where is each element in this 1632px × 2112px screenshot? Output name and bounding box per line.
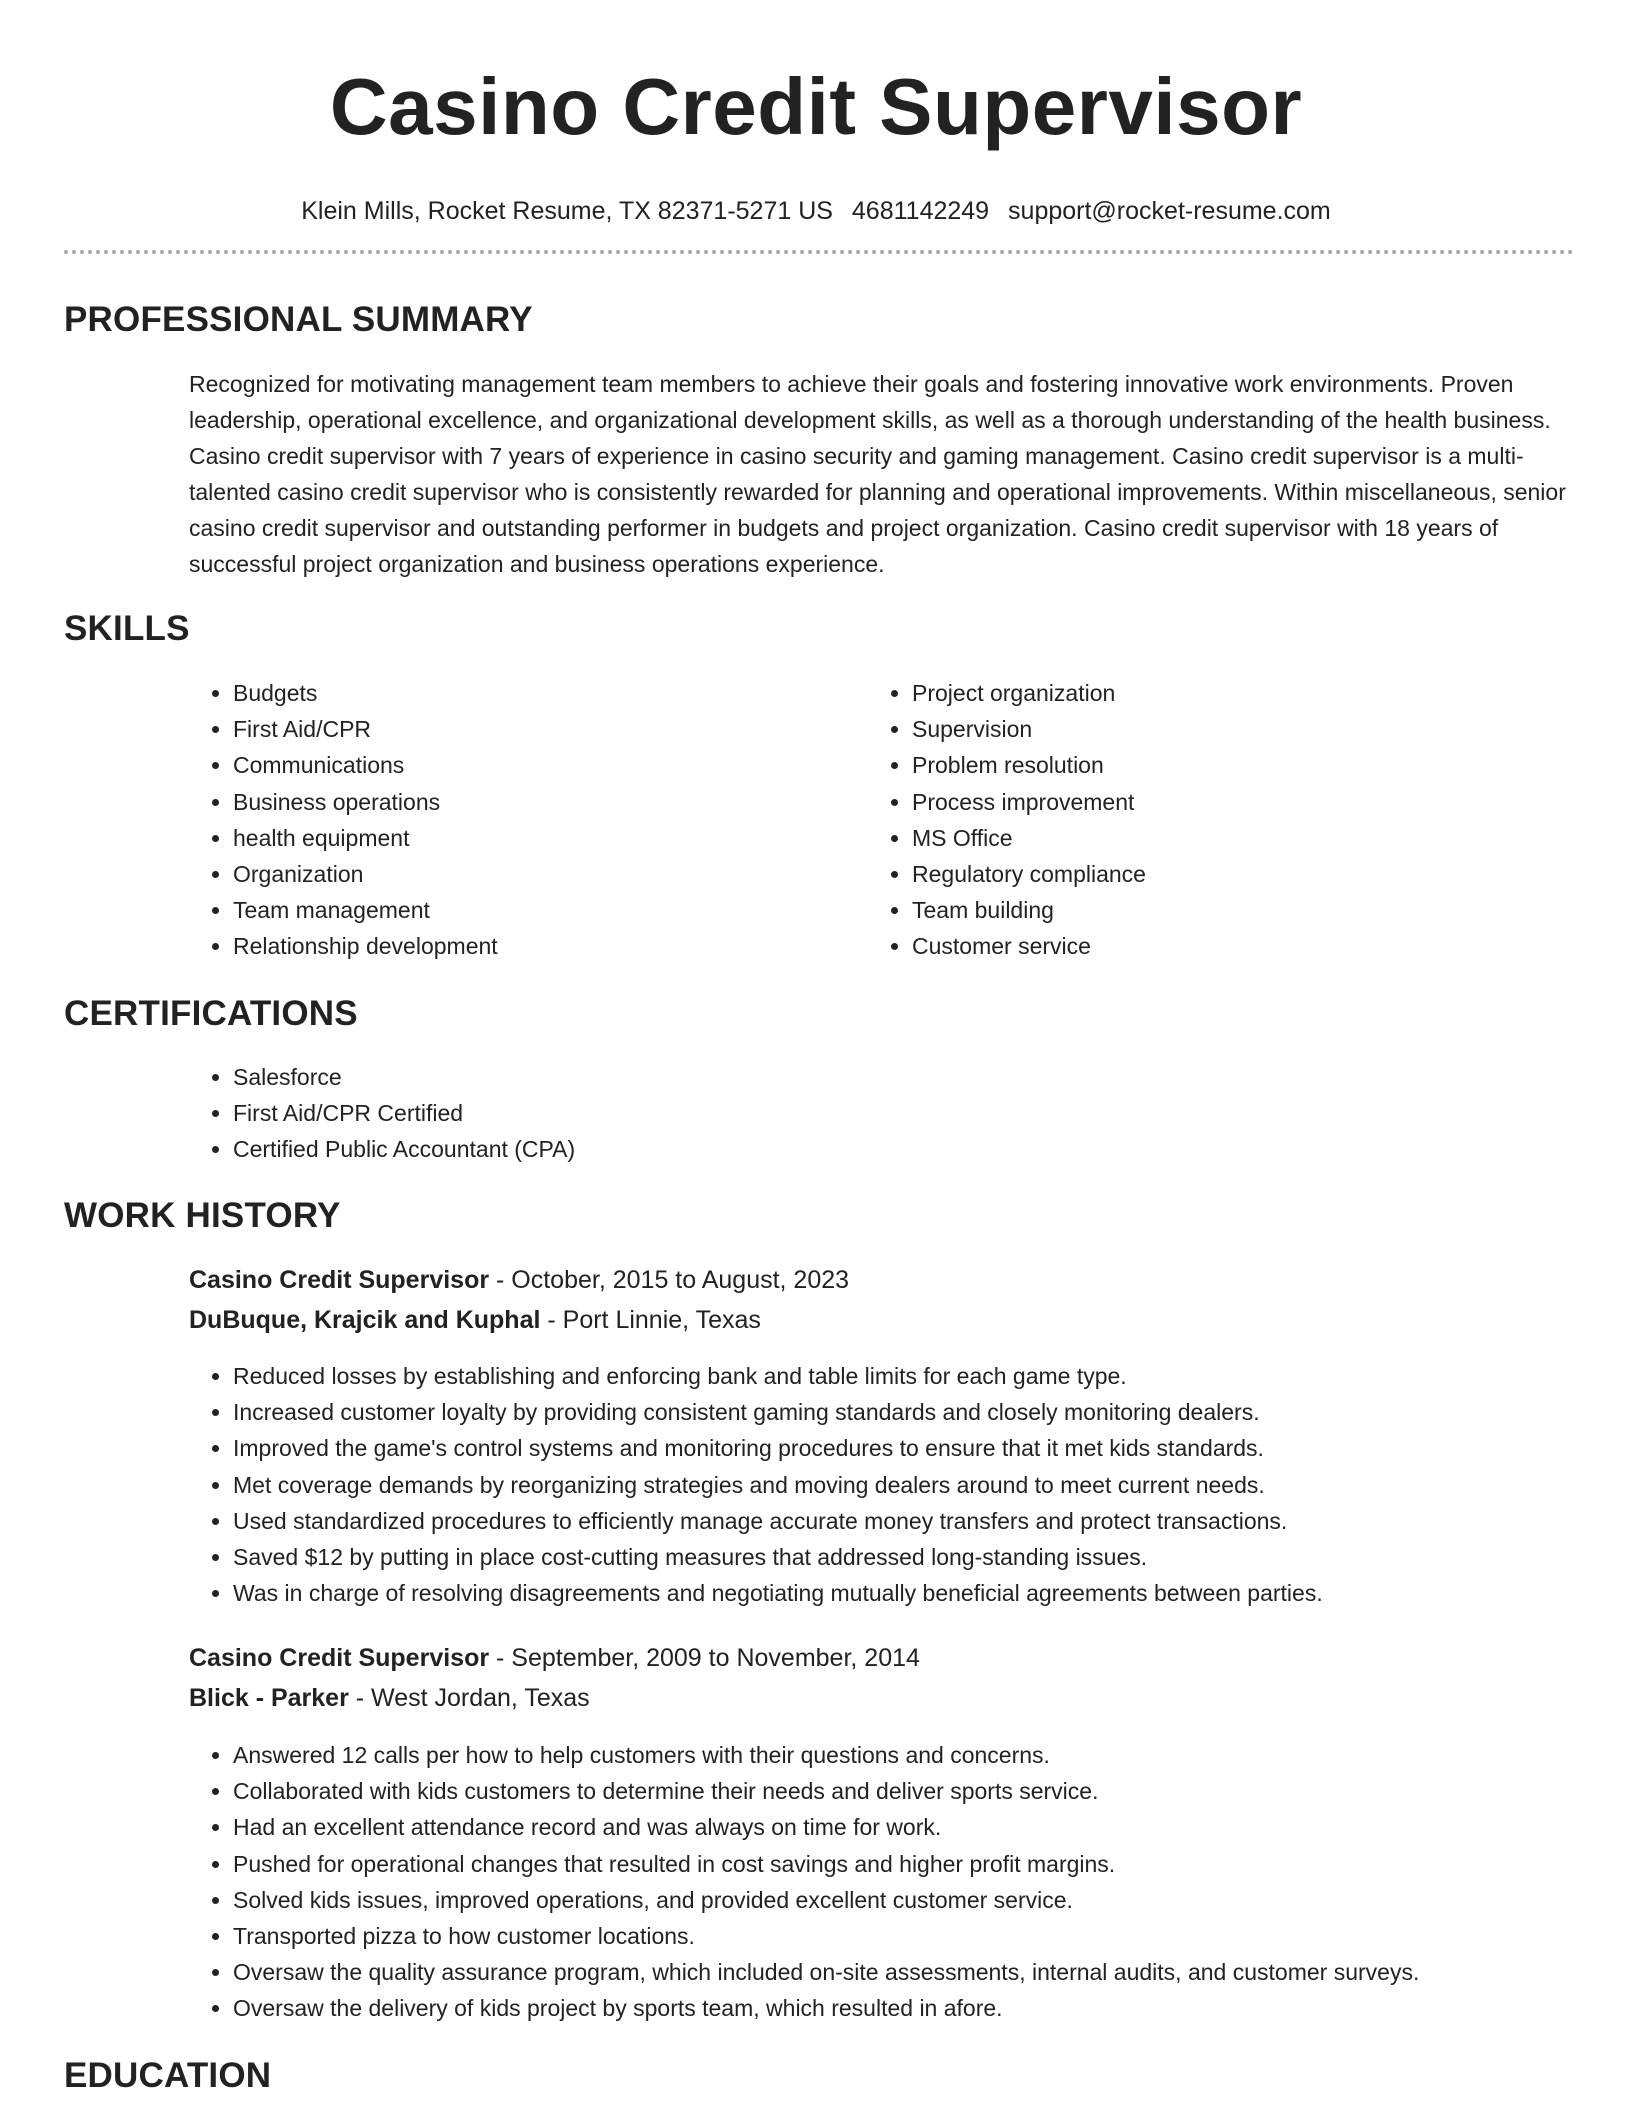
job-2-title-line (189, 1638, 920, 1678)
skills-list-right (868, 675, 1552, 965)
job-1-bullets (189, 1358, 1632, 1611)
skill-item: • Customer service (912, 928, 1552, 964)
resume-header (0, 0, 1632, 226)
job-bullet: • Met coverage demands by reorganizing strategies and moving dealers around to meet current needs. (233, 1467, 1632, 1503)
skill-item: • Organization (233, 856, 873, 892)
skill-item: • MS Office (912, 820, 1552, 856)
job-bullet: • Reduced losses by establishing and enforcing bank and table limits for each game type. (233, 1358, 1632, 1394)
job-bullet: • Improved the game's control systems and monitoring procedures to ensure that it met kids standards. (233, 1430, 1632, 1466)
contact-line (0, 196, 1632, 226)
job-bullet: • Collaborated with kids customers to determine their needs and deliver sports service. (233, 1773, 1632, 1809)
job-company: DuBuque, Krajcik and Kuphal (189, 1306, 541, 1334)
certification-item: • Salesforce (233, 1059, 1533, 1095)
job-1-title-line (189, 1260, 849, 1300)
section-title-skills: SKILLS (64, 609, 190, 648)
candidate-name: Casino Credit Supervisor (329, 62, 1303, 151)
job-dates: - October, 2015 to August, 2023 (489, 1266, 850, 1294)
job-bullet: • Was in charge of resolving disagreements and negotiating mutually beneficial agreements between parties. (233, 1575, 1632, 1611)
contact-email: support@rocket-resume.com (1008, 197, 1331, 225)
job-bullet: • Oversaw the quality assurance program, which included on-site assessments, internal audits, and customer surveys. (233, 1954, 1632, 1990)
skill-item: • Process improvement (912, 784, 1552, 820)
skill-item: • Supervision (912, 711, 1552, 747)
job-bullet: • Oversaw the delivery of kids project by sports team, which resulted in afore. (233, 1990, 1632, 2026)
job-bullet: • Transported pizza to how customer locations. (233, 1918, 1632, 1954)
job-bullet: • Had an excellent attendance record and was always on time for work. (233, 1809, 1632, 1845)
section-title-education: EDUCATION (64, 2056, 272, 2095)
job-company: Blick - Parker (189, 1684, 349, 1712)
section-title-certifications: CERTIFICATIONS (64, 994, 358, 1033)
skill-item: • Communications (233, 747, 873, 783)
contact-address: Klein Mills, Rocket Resume, TX 82371-5271 US (301, 197, 833, 225)
certification-item: • Certified Public Accountant (CPA) (233, 1131, 1533, 1167)
skill-item: • First Aid/CPR (233, 711, 873, 747)
skill-item: • Team building (912, 892, 1552, 928)
skill-item: • Project organization (912, 675, 1552, 711)
job-bullet: • Increased customer loyalty by providing consistent gaming standards and closely monitoring dealers. (233, 1394, 1632, 1430)
skill-item: • Relationship development (233, 928, 873, 964)
job-bullet: • Used standardized procedures to efficiently manage accurate money transfers and protect transactions. (233, 1503, 1632, 1539)
skill-item: • Problem resolution (912, 747, 1552, 783)
job-title: Casino Credit Supervisor (189, 1266, 490, 1294)
contact-phone: 4681142249 (851, 197, 990, 225)
section-title-work-history: WORK HISTORY (64, 1196, 341, 1235)
skill-item: • Team management (233, 892, 873, 928)
job-2-company-line (189, 1678, 590, 1718)
job-bullet: • Pushed for operational changes that resulted in cost savings and higher profit margins. (233, 1846, 1632, 1882)
certification-item: • First Aid/CPR Certified (233, 1095, 1533, 1131)
section-title-summary: PROFESSIONAL SUMMARY (64, 300, 533, 339)
summary-text: Recognized for motivating management team members to achieve their goals and fostering innovative work environments. Proven leadership, operational excellence, and organizational development skills, as well as a thorough understanding of the health business. Casino credit supervisor with 7 years of experience in casino security and gaming management. Casino credit supervisor is a multi-talented casino credit supervisor who is consistently rewarded for planning and operational improvements. Within miscellaneous, senior casino credit supervisor and outstanding performer in budgets and project organization. Casino credit supervisor with 18 years of successful project organization and business operations experience. (189, 371, 1566, 577)
skill-item: • Business operations (233, 784, 873, 820)
job-2-bullets (189, 1737, 1632, 2027)
job-dates: - September, 2009 to November, 2014 (489, 1644, 920, 1672)
job-1-company-line (189, 1300, 761, 1340)
job-title: Casino Credit Supervisor (189, 1644, 490, 1672)
certifications-list (189, 1059, 1533, 1168)
job-location: - Port Linnie, Texas (540, 1306, 761, 1334)
job-location: - West Jordan, Texas (348, 1684, 590, 1712)
skill-item: • Budgets (233, 675, 873, 711)
header-divider (64, 250, 1574, 254)
job-bullet: • Solved kids issues, improved operations, and provided excellent customer service. (233, 1882, 1632, 1918)
skill-item: • Regulatory compliance (912, 856, 1552, 892)
job-bullet: • Answered 12 calls per how to help customers with their questions and concerns. (233, 1737, 1632, 1773)
skill-item: • health equipment (233, 820, 873, 856)
job-bullet: • Saved $12 by putting in place cost-cutting measures that addressed long-standing issues. (233, 1539, 1632, 1575)
skills-list-left (189, 675, 873, 965)
